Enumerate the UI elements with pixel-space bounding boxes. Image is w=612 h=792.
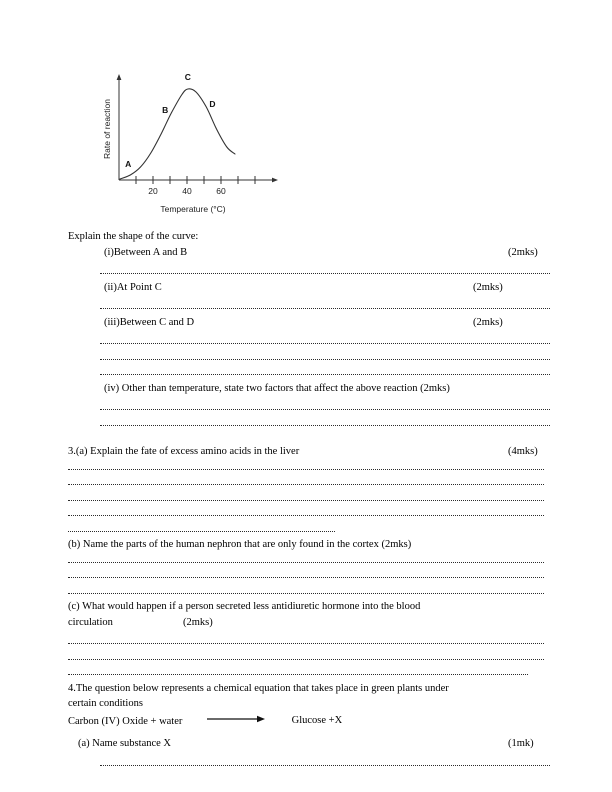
q2-i-marks: (2mks) (508, 246, 538, 258)
q3c-marks: (2mks) (183, 616, 213, 628)
q4-line-2 (68, 698, 550, 714)
q3a-text: 3.(a) Explain the fate of excess amino acids in the liver (68, 446, 300, 457)
q4a-text: (a) Name substance X (78, 738, 172, 749)
q2-prompt-text: Explain the shape of the curve: (68, 231, 199, 242)
q2-iii-marks: (2mks) (473, 316, 503, 328)
q3c-text-1: (c) What would happen if a person secreted less antidiuretic hormone into the blood (68, 601, 421, 612)
q4-line-1 (68, 683, 550, 699)
reaction-arrow-icon (207, 714, 267, 727)
q3a-line (68, 446, 550, 462)
svg-text:Rate of reaction: Rate of reaction (102, 98, 112, 160)
q2-i-text: (i)Between A and B (104, 246, 188, 258)
answer-rule[interactable] (68, 352, 550, 368)
answer-rule[interactable] (68, 758, 550, 774)
q3c-line-1 (68, 601, 550, 617)
answer-rule[interactable] (68, 508, 550, 524)
answer-rule[interactable] (68, 462, 550, 478)
answer-rule[interactable] (68, 493, 550, 509)
q2-iv-text: (iv) Other than temperature, state two factors that affect the above reaction (2mks) (104, 382, 450, 394)
spacer (68, 433, 550, 446)
q2-i-line (68, 247, 550, 263)
answer-rule[interactable] (68, 418, 550, 434)
q2-iii-text: (iii)Between C and D (104, 316, 195, 328)
q2-ii-text: (ii)At Point C (104, 281, 162, 293)
answer-rule[interactable] (68, 336, 550, 352)
equation-products: Glucose +X (291, 715, 343, 727)
answer-rule[interactable] (68, 477, 550, 493)
graph-figure (98, 72, 298, 217)
spacer (68, 729, 550, 738)
answer-rule[interactable] (68, 301, 550, 317)
q2-ii-marks: (2mks) (473, 281, 503, 293)
answer-rule[interactable] (68, 652, 550, 668)
question-body (68, 231, 550, 773)
answer-rule[interactable] (68, 555, 550, 571)
q2-ii-line (68, 282, 550, 298)
svg-text:20: 20 (148, 186, 158, 196)
answer-rule[interactable] (68, 570, 550, 586)
q3a-marks: (4mks) (508, 446, 538, 457)
q4-text-1: 4.The question below represents a chemical equation that takes place in green plants under (68, 682, 449, 694)
answer-rule[interactable] (68, 636, 550, 652)
q3b-line (68, 539, 550, 555)
svg-text:60: 60 (216, 186, 226, 196)
svg-text:Temperature (°C): Temperature (°C) (160, 204, 226, 214)
q4a-marks: (1mk) (508, 738, 534, 749)
answer-rule[interactable] (68, 524, 550, 540)
q2-iv-line (68, 383, 550, 399)
answer-rule[interactable] (68, 266, 550, 282)
q4-text-2: certain conditions (68, 698, 143, 709)
q3c-line-2 (68, 617, 550, 633)
q4-equation-row (68, 714, 550, 730)
answer-rule[interactable] (68, 667, 550, 683)
svg-text:40: 40 (182, 186, 192, 196)
q3b-text: (b) Name the parts of the human nephron that are only found in the cortex (2mks) (68, 539, 412, 550)
answer-rule[interactable] (68, 367, 550, 383)
svg-text:D: D (209, 99, 216, 109)
svg-text:C: C (184, 72, 191, 82)
q4a-line (68, 738, 550, 754)
q3c-text-2: circulation (68, 616, 113, 628)
q2-iii-line (68, 317, 550, 333)
svg-text:A: A (125, 159, 132, 169)
answer-rule[interactable] (68, 586, 550, 602)
answer-rule[interactable] (68, 402, 550, 418)
equation-reactants: Carbon (IV) Oxide + water (68, 715, 183, 727)
q2-prompt-line (68, 231, 550, 247)
svg-text:B: B (162, 105, 169, 115)
